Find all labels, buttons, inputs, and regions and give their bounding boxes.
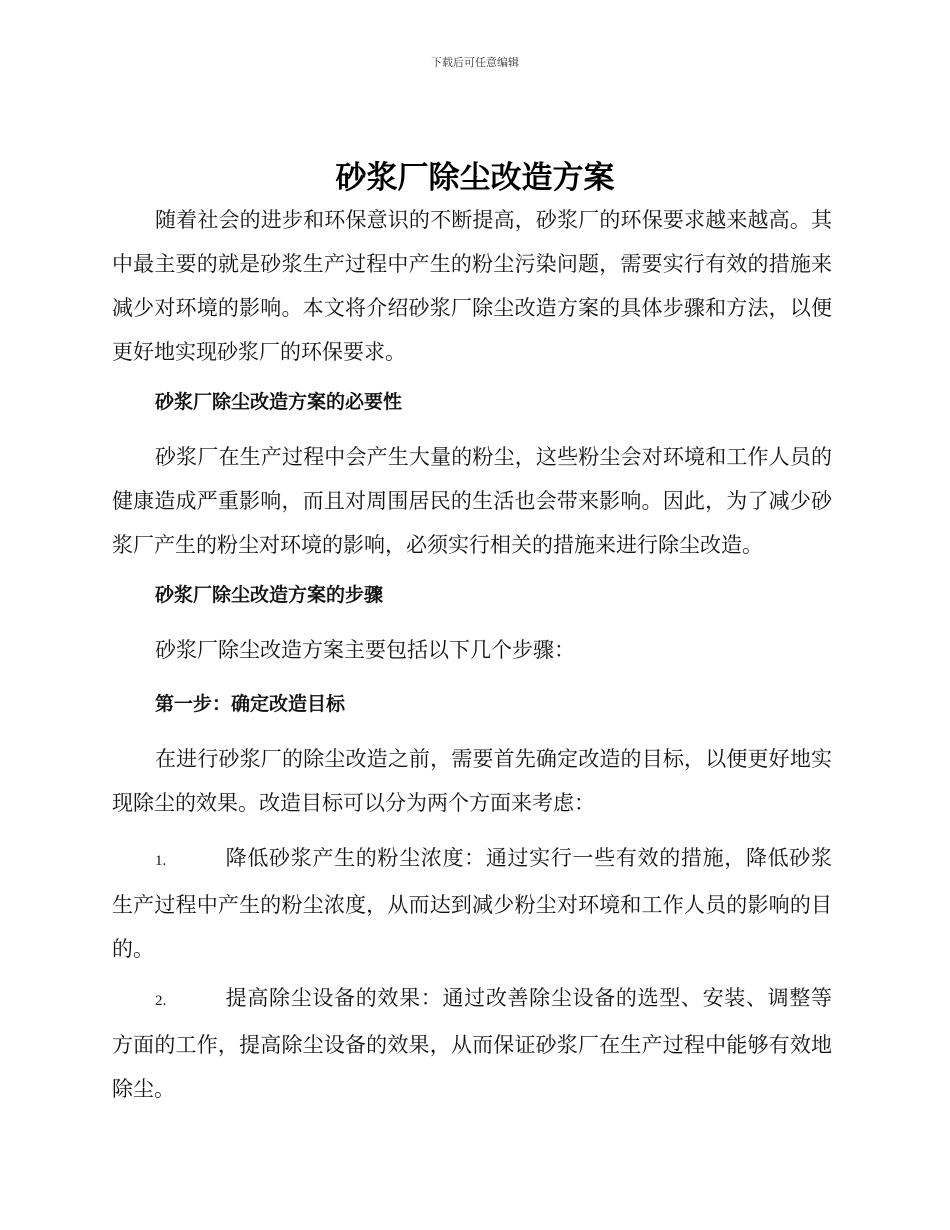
steps-intro-paragraph: 砂浆厂除尘改造方案主要包括以下几个步骤： (155, 638, 575, 662)
list-item (112, 976, 832, 1111)
list-item-text: 提高除尘设备的效果：通过改善除尘设备的选型、安装、调整等方面的工作，提高除尘设备的效果，从而保证砂浆厂在生产过程中能够有效地除尘。 (112, 986, 832, 1101)
list-item-number: 2. (155, 993, 167, 1009)
section-heading-step-one: 第一步：确定改造目标 (155, 693, 346, 715)
necessity-paragraph: 砂浆厂在生产过程中会产生大量的粉尘，这些粉尘会对环境和工作人员的健康造成严重影响，而且对周围居民的生活也会带来影响。因此，为了减少砂浆厂产生的粉尘对环境的影响，必须实行相关的措施来进行除尘改造。 (112, 445, 832, 557)
intro-paragraph: 随着社会的进步和环保意识的不断提高，砂浆厂的环保要求越来越高。其中最主要的就是砂浆生产过程中产生的粉尘污染问题，需要实行有效的措施来减少对环境的影响。本文将介绍砂浆厂除尘改造方案的具体步骤和方法，以便更好地实现砂浆厂的环保要求。 (112, 208, 832, 364)
list-item (112, 836, 832, 971)
page-header-note: 下载后可任意编辑 (431, 56, 519, 69)
page-title: 砂浆厂除尘改造方案 (335, 160, 615, 196)
step-one-paragraph: 在进行砂浆厂的除尘改造之前，需要首先确定改造的目标，以便更好地实现除尘的效果。改造目标可以分为两个方面来考虑： (112, 747, 832, 815)
section-heading-necessity: 砂浆厂除尘改造方案的必要性 (155, 391, 403, 413)
list-item-text: 降低砂浆产生的粉尘浓度：通过实行一些有效的措施，降低砂浆生产过程中产生的粉尘浓度，从而达到减少粉尘对环境和工作人员的影响的目的。 (112, 846, 832, 961)
section-heading-steps: 砂浆厂除尘改造方案的步骤 (155, 584, 384, 606)
list-item-number: 1. (155, 853, 167, 869)
